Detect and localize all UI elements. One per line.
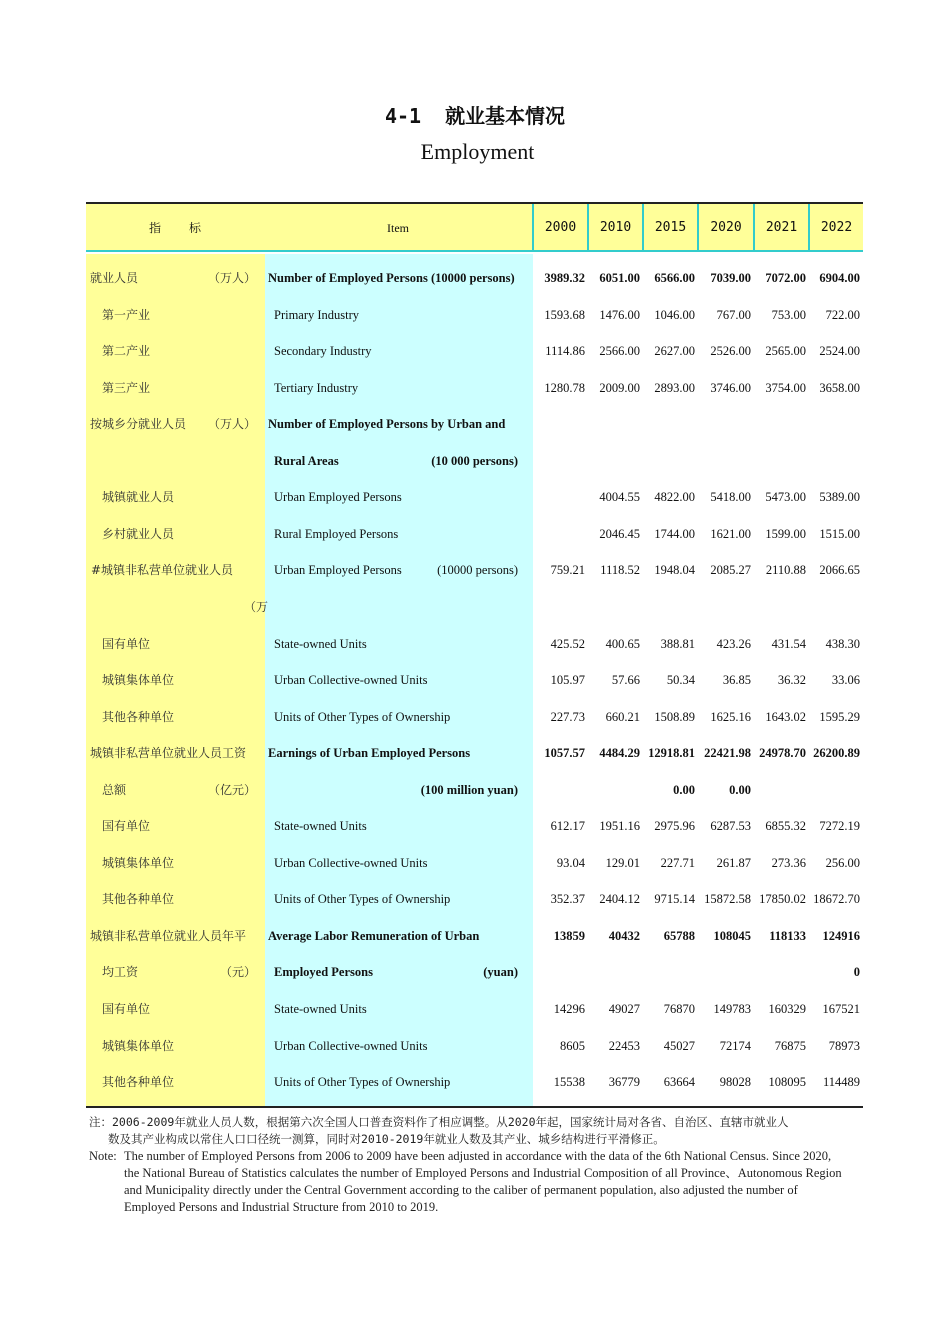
row-value: 227.73: [550, 709, 585, 724]
row-unit-cn: （万人）: [207, 417, 256, 432]
row-value: 22421.98: [704, 746, 751, 761]
row-value: 7039.00: [710, 271, 751, 285]
row-value: 1114.86: [545, 344, 585, 359]
table-row: [86, 662, 863, 699]
table-number: 4-1: [384, 104, 422, 128]
row-value: 26200.89: [813, 746, 860, 761]
table-row: [86, 443, 863, 480]
row-label-cn: 总额: [102, 782, 127, 797]
header-year: 2022: [808, 204, 863, 252]
table-row: [86, 918, 863, 955]
row-value: 3658.00: [819, 380, 860, 395]
row-value: 76870: [663, 1002, 695, 1016]
row-value: 15872.58: [704, 892, 751, 907]
table-row: [86, 881, 863, 918]
row-label-cn: 城镇集体单位: [102, 1038, 175, 1053]
row-value: 0: [853, 965, 860, 980]
table-row: [86, 845, 863, 882]
row-label-cn: 城镇集体单位: [102, 855, 175, 870]
row-value: 129.01: [605, 855, 640, 870]
row-label-en: Units of Other Types of Ownership: [274, 709, 451, 724]
row-label-en: Rural Areas: [274, 453, 339, 468]
row-value: 36.32: [777, 673, 806, 688]
row-value: 1515.00: [819, 526, 860, 541]
table-row: [86, 699, 863, 736]
row-label-cn: 按城乡分就业人员: [90, 417, 187, 432]
row-value: 352.37: [550, 892, 585, 907]
table-row: [86, 626, 863, 663]
row-value: 15538: [553, 1075, 585, 1090]
row-value: 6566.00: [654, 271, 695, 285]
row-value: 167521: [822, 1002, 860, 1016]
row-value: 4004.55: [599, 490, 640, 505]
row-value: 5473.00: [765, 490, 806, 505]
row-value: 6904.00: [819, 271, 860, 285]
row-label-cn: 乡村就业人员: [102, 526, 175, 541]
table-row: [86, 516, 863, 553]
table-title-en: Employment: [420, 139, 535, 164]
row-value: 227.71: [660, 855, 695, 870]
row-value: 63664: [663, 1075, 695, 1090]
row-label-en: Primary Industry: [274, 307, 360, 322]
row-value: 22453: [608, 1038, 640, 1053]
row-value: 1508.89: [654, 709, 695, 724]
row-value: 425.52: [550, 636, 585, 651]
header-year: 2000: [532, 204, 587, 252]
row-value: 7272.19: [819, 819, 860, 834]
row-value: 72174: [719, 1038, 751, 1053]
row-value: 1599.00: [765, 526, 806, 541]
note-en: [89, 1148, 869, 1216]
table-row: [86, 406, 863, 443]
row-value: 50.34: [666, 673, 695, 688]
row-value: 612.17: [550, 819, 585, 834]
row-value: 5389.00: [819, 490, 860, 505]
row-value: 4484.29: [599, 746, 640, 761]
row-value: 753.00: [771, 307, 806, 322]
row-value: 1057.57: [544, 746, 585, 761]
row-value: 78973: [828, 1038, 860, 1053]
note-en-line-2: the National Bureau of Statistics calculates the number of Employed Persons and Industrial Composition of all Province、Autonomous Region: [124, 1166, 842, 1180]
note-en-line-1: Note: The number of Employed Persons from 2006 to 2009 have been adjusted in accordance with the data of the 6th National Census. Since 2020,: [89, 1149, 832, 1163]
row-label-en: State-owned Units: [274, 819, 367, 834]
row-label-cn: 城镇非私营单位就业人员工资: [90, 746, 247, 761]
row-unit-cn: （元）: [219, 965, 256, 980]
row-value: 36.85: [722, 673, 751, 688]
row-label-cn: 国有单位: [102, 1002, 151, 1016]
row-unit-cn: （亿元）: [207, 782, 256, 797]
row-value: 8605: [560, 1038, 585, 1053]
header-year: 2021: [753, 204, 808, 252]
row-value: 7072.00: [765, 271, 806, 285]
row-value: 1280.78: [544, 380, 585, 395]
row-label-cn: 城镇就业人员: [102, 490, 175, 505]
table-row: [86, 260, 863, 297]
row-value: 2009.00: [599, 380, 640, 395]
row-value: 2566.00: [599, 344, 640, 359]
row-value: 1948.04: [654, 563, 695, 578]
row-value: 1476.00: [599, 307, 640, 322]
row-value: 660.21: [605, 709, 640, 724]
row-label-en: Urban Employed Persons: [274, 490, 402, 505]
row-value: 45027: [663, 1038, 695, 1053]
table-row: [86, 370, 863, 407]
table-row: [86, 772, 863, 809]
row-unit-en: (10 000 persons): [431, 453, 518, 468]
row-label-cn: 第三产业: [102, 380, 151, 395]
row-value: 98028: [719, 1075, 751, 1090]
row-value: 2524.00: [819, 344, 860, 359]
row-label-en: State-owned Units: [274, 636, 367, 651]
row-value: 1046.00: [654, 307, 695, 322]
table-row: [86, 589, 863, 626]
row-label-en: Urban Employed Persons: [274, 563, 402, 578]
row-value: 767.00: [716, 307, 751, 322]
row-value: 438.30: [825, 636, 860, 651]
row-unit-cn: （万: [243, 599, 268, 614]
header-year: 2020: [697, 204, 753, 252]
row-label-en: Units of Other Types of Ownership: [274, 1075, 451, 1090]
table-row: [86, 954, 863, 991]
row-value: 33.06: [831, 673, 860, 688]
row-value: 1951.16: [599, 819, 640, 834]
table-title: [0, 100, 950, 129]
row-unit-cn: （万人）: [207, 271, 256, 285]
row-value: 12918.81: [648, 746, 695, 761]
row-value: 6855.32: [765, 819, 806, 834]
table-row: [86, 735, 863, 772]
row-value: 2627.00: [654, 344, 695, 359]
note-cn-line-1: 注：2006-2009年就业人员人数，根据第六次全国人口普查资料作了相应调整。从2020年起，国家统计局对各省、自治区、直辖市就业人: [89, 1115, 789, 1129]
row-value: 0.00: [729, 782, 751, 797]
row-value: 2526.00: [710, 344, 751, 359]
row-label-en: Number of Employed Persons (10000 persons): [268, 271, 515, 285]
row-value: 1118.52: [600, 563, 640, 578]
header-indicator-cn: 指 标: [148, 221, 202, 235]
row-value: 2085.27: [710, 563, 751, 578]
row-value: 17850.02: [759, 892, 806, 907]
row-value: 722.00: [825, 307, 860, 322]
table-title-cn: 就业基本情况: [445, 104, 566, 128]
table-note: [89, 1114, 869, 1216]
row-unit-en: (100 million yuan): [420, 782, 518, 797]
row-value: 9715.14: [654, 892, 695, 907]
row-label-en: State-owned Units: [274, 1002, 367, 1016]
row-value: 65788: [663, 928, 695, 943]
row-label-cn: 城镇非私营单位就业人员年平: [90, 928, 247, 943]
row-label-cn: 其他各种单位: [102, 1075, 175, 1090]
row-value: 423.26: [716, 636, 751, 651]
row-value: 36779: [608, 1075, 640, 1090]
header-item-en: Item: [387, 221, 409, 235]
header-year: 2015: [642, 204, 697, 252]
row-label-cn: 其他各种单位: [102, 892, 175, 907]
row-label-cn: 其他各种单位: [102, 709, 175, 724]
row-label-en: Urban Collective-owned Units: [274, 673, 428, 688]
row-value: 3989.32: [544, 271, 585, 285]
note-cn-line-2: 数及其产业构成以常住人口口径统一测算，同时对2010-2019年就业人数及其产业、城乡结构进行平滑修正。: [108, 1132, 665, 1146]
table-row: [86, 479, 863, 516]
row-label-cn: 第二产业: [102, 344, 151, 359]
row-value: 108095: [768, 1075, 806, 1090]
row-value: 261.87: [716, 855, 751, 870]
row-label-en: Rural Employed Persons: [274, 526, 399, 541]
table-header: [86, 202, 863, 252]
row-value: 76875: [774, 1038, 806, 1053]
row-value: 2975.96: [654, 819, 695, 834]
note-en-line-3: and Municipality directly under the Central Government according to the caliber of permanent population, also adjusted the number of: [124, 1183, 798, 1197]
row-value: 1593.68: [544, 307, 585, 322]
row-value: 1643.02: [765, 709, 806, 724]
row-value: 1621.00: [710, 526, 751, 541]
row-value: 1625.16: [710, 709, 751, 724]
row-label-cn: #城镇非私营单位就业人员: [91, 563, 234, 578]
row-value: 13859: [553, 928, 585, 943]
table-row: [86, 1064, 863, 1101]
row-label-en: Tertiary Industry: [274, 380, 359, 395]
row-value: 0.00: [673, 782, 695, 797]
row-value: 24978.70: [759, 746, 806, 761]
row-label-cn: 均工资: [102, 965, 139, 980]
table-row: [86, 808, 863, 845]
row-label-cn: 第一产业: [102, 307, 151, 322]
row-label-en: Urban Collective-owned Units: [274, 1038, 428, 1053]
row-value: 400.65: [605, 636, 640, 651]
row-value: 759.21: [550, 563, 585, 578]
header-year: 2010: [587, 204, 642, 252]
row-label-cn: 城镇集体单位: [102, 673, 175, 688]
row-unit-en: (yuan): [483, 965, 518, 980]
row-value: 49027: [608, 1002, 640, 1016]
table-row: [86, 1028, 863, 1065]
row-value: 2066.65: [819, 563, 860, 578]
row-unit-en: (10000 persons): [437, 563, 518, 578]
row-label-en: Units of Other Types of Ownership: [274, 892, 451, 907]
row-value: 2110.88: [765, 563, 806, 578]
row-value: 14296: [553, 1002, 585, 1016]
table-row: [86, 333, 863, 370]
row-label-cn: 国有单位: [102, 636, 151, 651]
row-value: 93.04: [556, 855, 585, 870]
row-value: 2046.45: [599, 526, 640, 541]
row-value: 3746.00: [710, 380, 751, 395]
row-label-en: Employed Persons: [274, 965, 373, 980]
row-value: 108045: [713, 928, 751, 943]
row-value: 124916: [822, 928, 860, 943]
row-value: 256.00: [825, 855, 860, 870]
row-label-en: Number of Employed Persons by Urban and: [268, 417, 506, 432]
note-en-line-4: Employed Persons and Industrial Structure from 2010 to 2019.: [124, 1200, 439, 1214]
row-value: 273.36: [771, 855, 806, 870]
row-value: 57.66: [611, 673, 640, 688]
row-value: 18672.70: [813, 892, 860, 907]
row-label-en: Secondary Industry: [274, 344, 372, 359]
row-value: 5418.00: [710, 490, 751, 505]
row-value: 6287.53: [710, 819, 751, 834]
row-label-cn: 国有单位: [102, 819, 151, 834]
table-row: [86, 991, 863, 1028]
row-value: 4822.00: [654, 490, 695, 505]
row-label-en: Earnings of Urban Employed Persons: [268, 746, 471, 761]
table-bottom-rule: [86, 1106, 863, 1108]
row-value: 105.97: [550, 673, 585, 688]
row-value: 114489: [822, 1075, 860, 1090]
row-value: 6051.00: [599, 271, 640, 285]
row-value: 2893.00: [654, 380, 695, 395]
row-label-en: Urban Collective-owned Units: [274, 855, 428, 870]
table-row: [86, 297, 863, 334]
row-value: 2565.00: [765, 344, 806, 359]
row-value: 40432: [608, 928, 640, 943]
row-label-en: Average Labor Remuneration of Urban: [268, 928, 480, 943]
row-label-cn: 就业人员: [90, 271, 139, 285]
row-value: 118133: [769, 928, 806, 943]
table-row: [86, 552, 863, 589]
row-value: 1744.00: [654, 526, 695, 541]
row-value: 160329: [768, 1002, 806, 1016]
row-value: 431.54: [771, 636, 806, 651]
row-value: 388.81: [660, 636, 695, 651]
row-value: 2404.12: [599, 892, 640, 907]
row-value: 1595.29: [819, 709, 860, 724]
row-value: 149783: [713, 1002, 751, 1016]
row-value: 3754.00: [765, 380, 806, 395]
